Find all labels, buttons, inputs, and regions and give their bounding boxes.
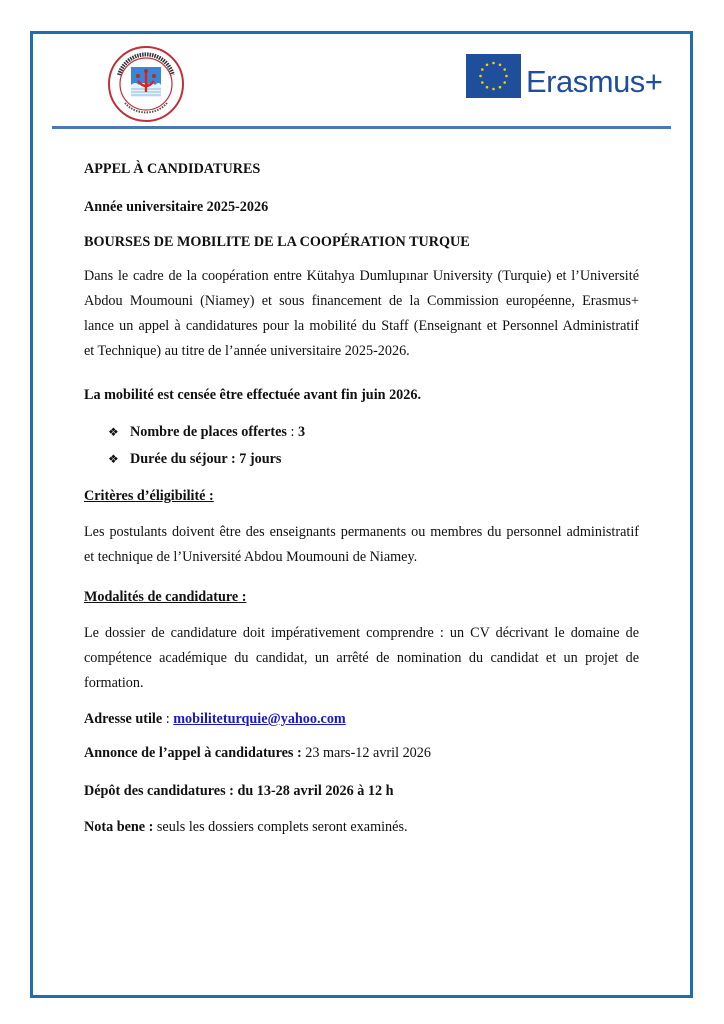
- application-heading: Modalités de candidature :: [84, 589, 247, 605]
- bullet-item-duration: ❖ Durée du séjour : 7 jours: [108, 451, 282, 467]
- application-line: formation.: [84, 675, 144, 691]
- contact-line: Adresse utile : mobiliteturquie@yahoo.com: [84, 711, 346, 727]
- eligibility-heading: Critères d’éligibilité :: [84, 488, 214, 504]
- bullet-item-places: ❖ Nombre de places offertes : 3: [108, 424, 306, 440]
- eu-flag-icon: [466, 54, 521, 98]
- document-title: APPEL À CANDIDATURES: [84, 161, 261, 177]
- intro-line: lance un appel à candidatures pour la mobilité du Staff (Enseignant et Personnel Administratif: [84, 318, 639, 334]
- intro-line: et Technique) au titre de l’année universitaire 2025-2026.: [84, 343, 410, 359]
- submission-line: Dépôt des candidatures : du 13-28 avril 2026 à 12 h: [84, 783, 394, 799]
- application-line: compétence académique du candidat, un arrêté de nomination du candidat et un projet de: [84, 650, 639, 666]
- contact-email-link[interactable]: mobiliteturquie@yahoo.com: [173, 711, 346, 727]
- nota-bene-line: Nota bene : seuls les dossiers complets seront examinés.: [84, 819, 408, 835]
- academic-year: Année universitaire 2025-2026: [84, 199, 269, 215]
- document-subtitle: BOURSES DE MOBILITE DE LA COOPÉRATION TURQUE: [84, 234, 470, 250]
- diamond-bullet-icon: ❖: [108, 425, 119, 439]
- erasmus-logo-text: Erasmus+: [526, 64, 663, 99]
- intro-line: Dans le cadre de la coopération entre Kütahya Dumlupınar University (Turquie) et l’Université: [84, 268, 639, 284]
- announcement-line: Annonce de l’appel à candidatures : 23 mars-12 avril 2026: [84, 745, 431, 761]
- university-logo-icon: [107, 45, 185, 123]
- diamond-bullet-icon: ❖: [108, 452, 119, 466]
- eligibility-line: et technique de l’Université Abdou Moumouni de Niamey.: [84, 549, 418, 565]
- application-line: Le dossier de candidature doit impérativement comprendre : un CV décrivant le domaine de: [84, 625, 639, 641]
- header-separator: [52, 126, 671, 129]
- eligibility-line: Les postulants doivent être des enseignants permanents ou membres du personnel administratif: [84, 524, 639, 540]
- intro-line: Abdou Moumouni (Niamey) et sous financement de la Commission européenne, Erasmus+: [84, 293, 639, 309]
- mobility-deadline: La mobilité est censée être effectuée avant fin juin 2026.: [84, 387, 422, 403]
